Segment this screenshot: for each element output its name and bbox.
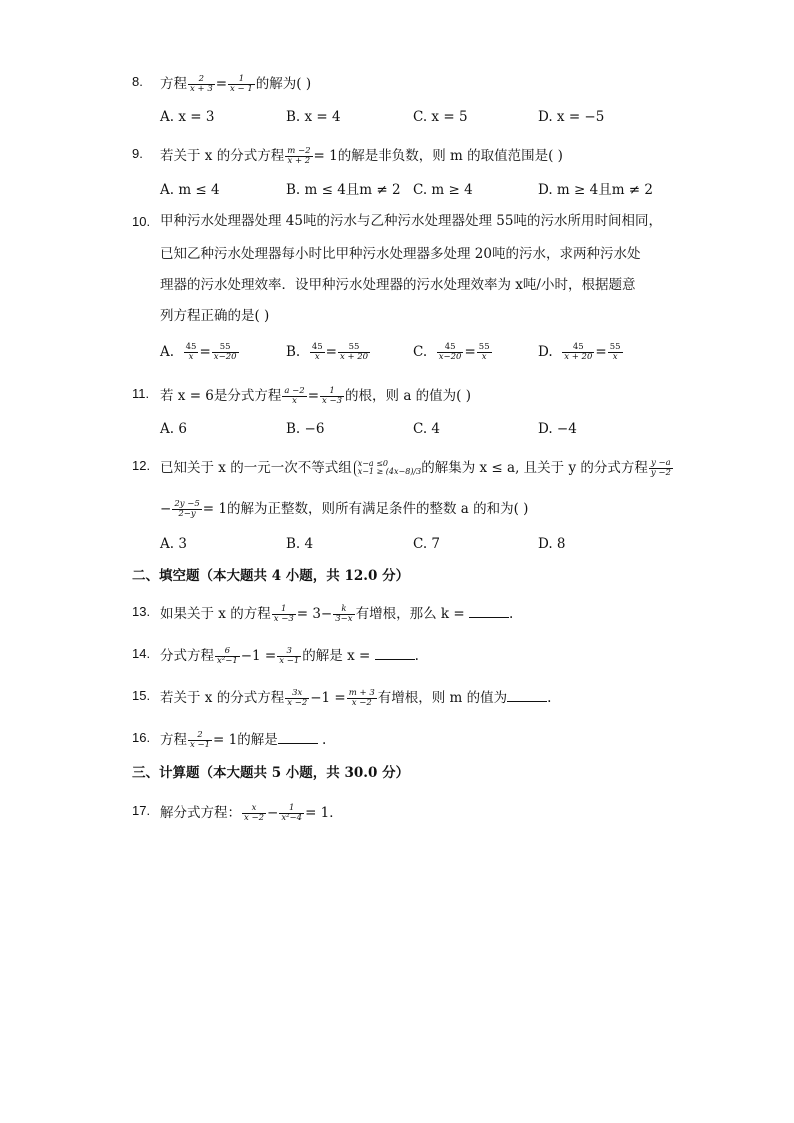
option-b: B. −6 <box>286 421 325 437</box>
question-stem: 分式方程 $\frac{6}{\text{x²−1}}$ −1 = $\frac{3}{x -1}$ 的解是 x = . <box>160 646 419 666</box>
option-b: B. $\frac{45}{x}$ = $\frac{55}{x + 20}$ <box>286 342 369 362</box>
answer-blank[interactable] <box>278 732 318 744</box>
question-number: 15. <box>132 688 151 703</box>
option-d: D. −4 <box>538 421 577 437</box>
option-d: D. m ≥ 4且m ≠ 2 <box>538 182 653 198</box>
fraction: $\frac{m -2}{x + 2}$ <box>287 146 311 166</box>
option-d: D. x = −5 <box>538 109 605 125</box>
option-a: A. m ≤ 4 <box>160 182 220 198</box>
fraction: $\frac{y -a}{y -2}$ <box>650 458 671 478</box>
option-c: C. m ≥ 4 <box>413 182 473 198</box>
fraction: $\frac{1}{\text{x²−4}}$ <box>281 803 303 823</box>
fraction: $\frac{2y -5}{2-y}$ <box>174 499 200 519</box>
question-stem: 已知关于 x 的一元一次不等式组 x−a ≤0 x−1 ≥ (4x−8)/3 的解集为 x ≤ a, 且关于 y 的分式方程 $\frac{y -a}{y -2}$ <box>160 458 671 478</box>
option-c: C. 4 <box>413 421 441 437</box>
fraction: $\frac{1}{x -3}$ <box>273 604 294 624</box>
option-d: D. $\frac{45}{x + 20}$ = $\frac{55}{x}$ <box>538 342 621 362</box>
question-stem: 若 x = 6是分式方程 $\frac{a -2}{x}$ = $\frac{1}{x -3}$ 的根，则 a 的值为( ) <box>160 386 472 406</box>
option-a: A. 3 <box>160 536 187 552</box>
question-stem: 解分式方程： $\frac{x}{x -2}$ − $\frac{1}{\text{x²−4}}$ = 1． <box>160 803 343 823</box>
question-number: 12. <box>132 458 151 473</box>
option-b: B. m ≤ 4且m ≠ 2 <box>286 182 401 198</box>
question-line: 列方程正确的是( ) <box>160 308 270 324</box>
option-c: C. x = 5 <box>413 109 468 125</box>
option-b: B. x = 4 <box>286 109 341 125</box>
option-d: D. 8 <box>538 536 566 552</box>
option-c: C. 7 <box>413 536 441 552</box>
question-stem: 如果关于 x 的方程 $\frac{1}{x -3}$ = 3− $\frac{k}{3-x}$ 有增根，那么 k = . <box>160 604 514 624</box>
answer-blank[interactable] <box>375 648 415 660</box>
question-line: 甲种污水处理器处理 45吨的污水与乙种污水处理器处理 55吨的污水所用时间相同， <box>160 213 662 229</box>
question-number: 14. <box>132 646 151 661</box>
option-c: C. $\frac{45}{x-20}$ = $\frac{55}{x}$ <box>413 342 490 362</box>
question-number: 8. <box>132 74 143 89</box>
question-number: 17. <box>132 803 151 818</box>
question-line: 已知乙种污水处理器每小时比甲种污水处理器多处理 20吨的污水，求两种污水处 <box>160 246 641 262</box>
option-a: A. x = 3 <box>160 109 215 125</box>
question-stem: − $\frac{2y -5}{2-y}$ = 1的解为正整数，则所有满足条件的整数 a 的和为( ) <box>160 499 529 519</box>
question-stem: 若关于 x 的分式方程 $\frac{m -2}{x + 2}$ = 1的解是非负数，则 m 的取值范围是( ) <box>160 146 563 166</box>
answer-blank[interactable] <box>469 606 509 618</box>
fraction: $\frac{m + 3}{x -2}$ <box>348 688 375 708</box>
fraction: $\frac{x}{x -2}$ <box>244 803 265 823</box>
fraction: $\frac{a -2}{x}$ <box>284 386 305 406</box>
fraction: $\frac{2}{x -1}$ <box>190 730 211 750</box>
question-number: 11. <box>132 386 150 401</box>
inequality-system: x−a ≤0 x−1 ≥ (4x−8)/3 <box>354 460 422 478</box>
fraction: $\frac{2}{x + 3}$ <box>190 74 213 94</box>
fraction: $\frac{1}{x - 1}$ <box>230 74 253 94</box>
option-b: B. 4 <box>286 536 314 552</box>
question-number: 9. <box>132 146 143 161</box>
fraction: $\frac{k}{3-x}$ <box>335 604 353 624</box>
answer-blank[interactable] <box>507 690 547 702</box>
question-line: 理器的污水处理效率．设甲种污水处理器的污水处理效率为 x吨/小时，根据题意 <box>160 277 636 293</box>
question-number: 16. <box>132 730 151 745</box>
question-stem: 方程 $\frac{2}{x + 3}$ = $\frac{1}{x - 1}$ 的解为( ) <box>160 74 312 94</box>
fraction: $\frac{6}{\text{x²−1}}$ <box>217 646 238 666</box>
question-stem: 若关于 x 的分式方程 $\frac{3x}{x -2}$ −1 = $\frac{m + 3}{x -2}$ 有增根，则 m 的值为 . <box>160 688 552 708</box>
question-number: 10. <box>132 214 151 229</box>
option-a: A. 6 <box>160 421 187 437</box>
question-stem: 方程 $\frac{2}{x -1}$ = 1的解是 . <box>160 730 327 750</box>
fraction: $\frac{3}{x -1}$ <box>279 646 300 666</box>
question-number: 13. <box>132 604 151 619</box>
option-a: A. $\frac{45}{x}$ = $\frac{55}{x-20}$ <box>160 342 237 362</box>
fraction: $\frac{3x}{x -2}$ <box>287 688 308 708</box>
fraction: $\frac{1}{x -3}$ <box>322 386 343 406</box>
